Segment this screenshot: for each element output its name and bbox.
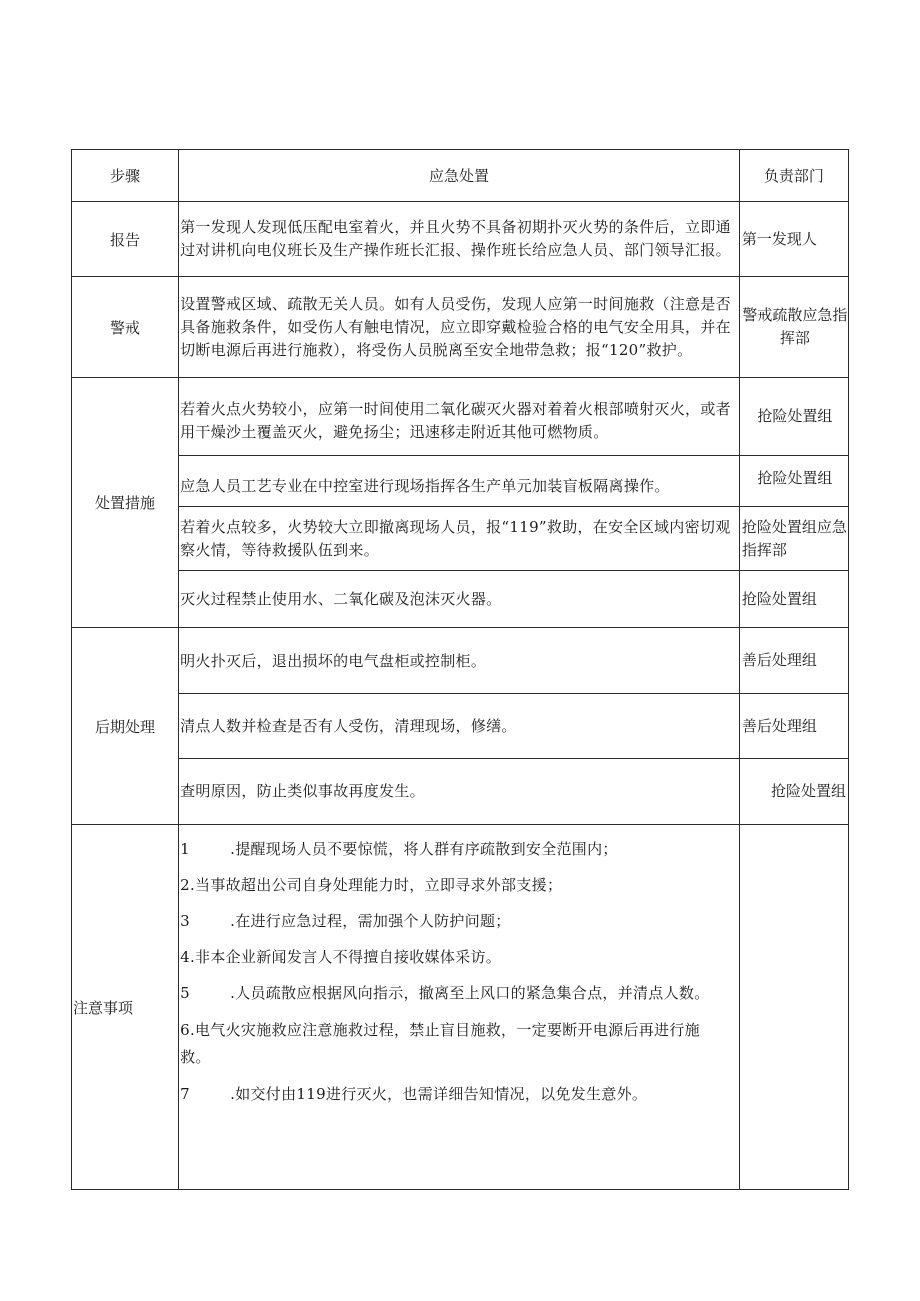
note-text: 6.电气火灾施救应注意施救过程，禁止盲目施救，一定要断开电源后再进行施救。 xyxy=(180,1021,700,1066)
notes-list xyxy=(179,825,740,1190)
note-item xyxy=(179,873,739,898)
after-dept: 善后处理组 xyxy=(739,694,848,759)
measure-row xyxy=(72,571,849,628)
measure-row xyxy=(72,507,849,571)
header-dept: 负责部门 xyxy=(739,150,848,202)
after-text: 明火扑灭后，退出损坏的电气盘柜或控制柜。 xyxy=(179,628,740,694)
header-action: 应急处置 xyxy=(179,150,740,202)
alert-dept: 警戒疏散应急指挥部 xyxy=(739,277,848,378)
emergency-procedure-table xyxy=(71,149,849,1190)
report-dept: 第一发现人 xyxy=(739,202,848,277)
header-row xyxy=(72,150,849,202)
note-item xyxy=(179,981,739,1006)
after-row xyxy=(72,628,849,694)
report-text: 第一发现人发现低压配电室着火，并且火势不具备初期扑灭火势的条件后，立即通过对讲机向电仪班长及生产操作班长汇报、操作班长给应急人员、部门领导汇报。 xyxy=(179,202,740,277)
measure-text: 若着火点火势较小，应第一时间使用二氧化碳灭火器对着着火根部喷射灭火，或者用干燥沙土覆盖灭火，避免扬尘；迅速移走附近其他可燃物质。 xyxy=(179,378,740,456)
note-number: 3 xyxy=(180,912,190,930)
alert-text: 设置警戒区域、疏散无关人员。如有人员受伤，发现人应第一时间施救（注意是否具备施救条件，如受伤人有触电情况，应立即穿戴检验合格的电气安全用具，并在切断电源后再进行施救），将受伤人员脱离至安全地带急救；报“120”救护。 xyxy=(179,277,740,378)
measure-dept: 抢险处置组应急指挥部 xyxy=(739,507,848,571)
notes-dept xyxy=(739,825,848,1190)
note-number: 5 xyxy=(180,984,190,1002)
step-report: 报告 xyxy=(72,202,179,277)
measure-text: 灭火过程禁止使用水、二氧化碳及泡沫灭火器。 xyxy=(179,571,740,628)
measure-row xyxy=(72,378,849,456)
step-alert: 警戒 xyxy=(72,277,179,378)
after-dept: 善后处理组 xyxy=(739,628,848,694)
step-measures: 处置措施 xyxy=(72,378,179,628)
note-text: .在进行应急过程，需加强个人防护问题； xyxy=(230,912,511,930)
note-item xyxy=(179,837,739,862)
step-notes: 注意事项 xyxy=(72,825,179,1190)
after-text: 查明原因，防止类似事故再度发生。 xyxy=(179,759,740,825)
after-row xyxy=(72,694,849,759)
alert-row xyxy=(72,277,849,378)
note-item xyxy=(179,1082,739,1107)
measure-text: 若着火点较多，火势较大立即撤离现场人员，报“119”救助，在安全区域内密切观察火情，等待救援队伍到来。 xyxy=(179,507,740,571)
note-text: .如交付由119进行灭火，也需详细告知情况，以免发生意外。 xyxy=(230,1085,648,1103)
note-text: 4.非本企业新闻发言人不得擅自接收媒体采访。 xyxy=(180,948,502,966)
note-item xyxy=(179,1017,739,1071)
note-item xyxy=(179,945,739,970)
measure-text: 应急人员工艺专业在中控室进行现场指挥各生产单元加装盲板隔离操作。 xyxy=(179,456,740,507)
step-after: 后期处理 xyxy=(72,628,179,825)
note-number: 1 xyxy=(180,840,190,858)
after-row xyxy=(72,759,849,825)
measure-row xyxy=(72,456,849,507)
after-text: 清点人数并检查是否有人受伤，清理现场，修缮。 xyxy=(179,694,740,759)
note-text: 2.当事故超出公司自身处理能力时，立即寻求外部支援； xyxy=(180,876,563,894)
after-dept: 抢险处置组 xyxy=(739,759,848,825)
header-step: 步骤 xyxy=(72,150,179,202)
notes-row xyxy=(72,825,849,1190)
note-text: .提醒现场人员不要惊慌，将人群有序疏散到安全范围内； xyxy=(230,840,618,858)
measure-dept: 抢险处置组 xyxy=(739,571,848,628)
measure-dept: 抢险处置组 xyxy=(739,378,848,456)
note-item xyxy=(179,909,739,934)
note-number: 7 xyxy=(180,1085,190,1103)
measure-dept: 抢险处置组 xyxy=(739,456,848,507)
report-row xyxy=(72,202,849,277)
note-text: .人员疏散应根据风向指示，撤离至上风口的紧急集合点，并清点人数。 xyxy=(230,984,710,1002)
